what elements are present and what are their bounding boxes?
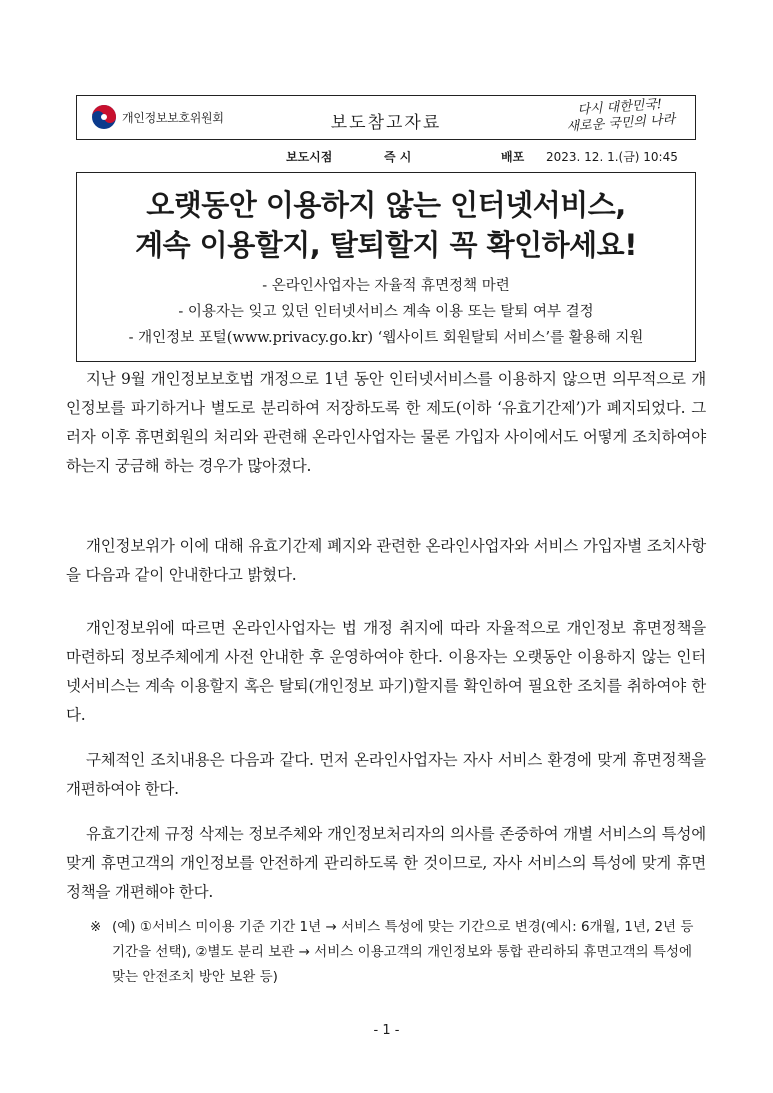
release-info [76,148,696,168]
distribution-date: 2023. 12. 1.(금) 10:45 [546,150,678,164]
headline [77,185,695,265]
logo-text: 개인정보보호위원회 [122,110,224,125]
paragraph-4: 구체적인 조치내용은 다음과 같다. 먼저 온라인사업자는 자사 서비스 환경에 맞게 휴면정책을 개편하여야 한다. [66,751,706,798]
subtitle-item: - 개인정보 포털(www.privacy.go.kr) ‘웹사이트 회원탈퇴 서비스’를 활용해 지원 [128,330,644,346]
example-note [90,915,705,990]
subtitle-item: - 이용자는 잊고 있던 인터넷서비스 계속 이용 또는 탈퇴 여부 결정 [178,304,594,320]
title-box [76,172,696,362]
headline-line-1: 오랫동안 이용하지 않는 인터넷서비스, [146,188,626,222]
doc-type-label: 보도참고자료 [330,113,442,133]
page-number: - 1 - [373,1023,400,1038]
distribution-label: 배포 [501,150,525,164]
paragraph-2: 개인정보위가 이에 대해 유효기간제 폐지와 관련한 온라인사업자와 서비스 가입자별 조치사항을 다음과 같이 안내한다고 밝혔다. [66,537,706,584]
paragraph-3: 개인정보위에 따르면 온라인사업자는 법 개정 취지에 따라 자율적으로 개인정보 휴면정책을 마련하되 정보주체에게 사전 안내한 후 운영하여야 한다. 이용자는 오랫동안 이용하지 않는 인터넷서비스는 계속 이용할지 혹은 탈퇴(개인정보 파기)할지를 확인하여 필요한 조치를 취하여야 한다. [66,619,706,724]
headline-line-2: 계속 이용할지, 탈퇴할지 꼭 확인하세요! [135,228,637,262]
note-text: (예) ①서비스 미이용 기준 기간 1년 → 서비스 특성에 맞는 기간으로 변경(예시: 6개월, 1년, 2년 등 기간을 선택), ②별도 분리 보관 → 서비스 이용고객의 개인정보와 통합 관리하되 휴면고객의 특성에 맞는 안전조치 방안 보완 등) [112,919,694,985]
paragraph-5: 유효기간제 규정 삭제는 정보주체와 개인정보처리자의 의사를 존중하여 개별 서비스의 특성에 맞게 휴면고객의 개인정보를 안전하게 관리하도록 한 것이므로, 자사 서비스의 특성에 맞게 휴면정책을 개편해야 한다. [66,825,706,901]
slogan-line-2: 새로운 국민의 나라 [566,112,676,135]
subtitle-item: - 온라인사업자는 자율적 휴면정책 마련 [262,278,510,294]
slogan-line-1: 다시 대한민국! [577,97,663,118]
release-time-value: 즉 시 [384,150,412,164]
header-box [76,95,696,140]
release-time-label: 보도시점 [286,150,333,164]
subtitle-list [77,273,695,351]
paragraph-1: 지난 9월 개인정보보호법 개정으로 1년 동안 인터넷서비스를 이용하지 않으면 의무적으로 개인정보를 파기하거나 별도로 분리하여 저장하도록 한 제도(이하 ‘유효기간제’)가 폐지되었다. 그러자 이후 휴면회원의 처리와 관련해 온라인사업자는 물론 가입자 사이에서도 어떻게 조치하여야 하는지 궁금해 하는 경우가 많아졌다. [66,370,706,475]
note-mark: ※ [90,919,102,935]
